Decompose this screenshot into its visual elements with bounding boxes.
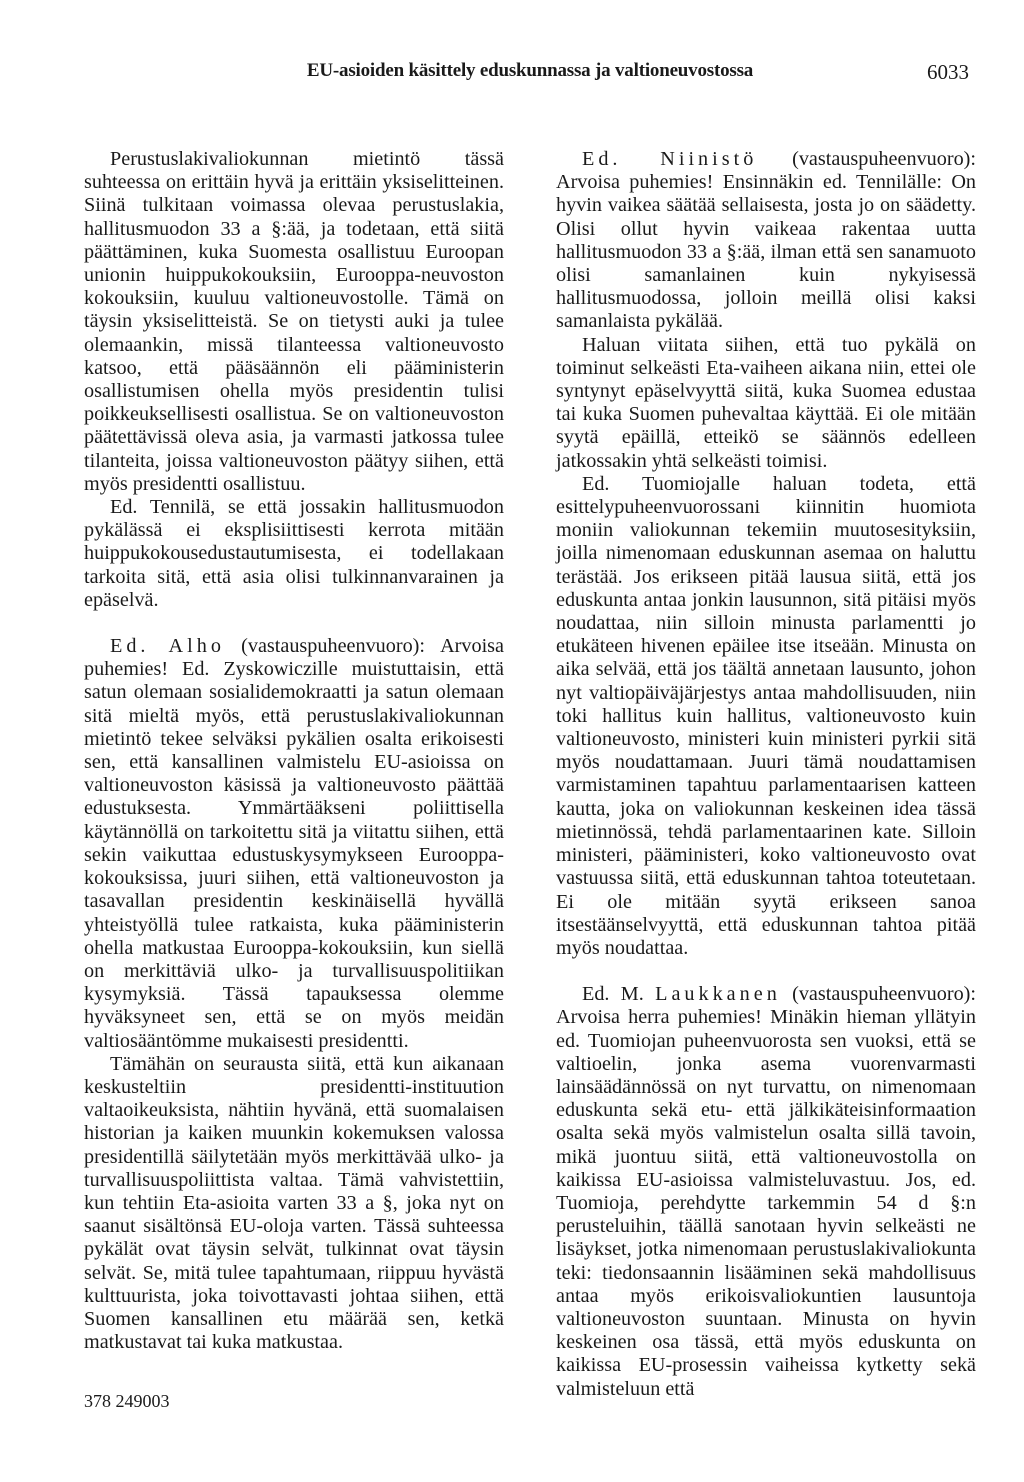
speaker-prefix: Ed. M.	[582, 983, 656, 1006]
speech-text: (vastauspuheenvuoro): Arvoisa puhemies! Ensinnäkin ed. Tennilälle: On hyvin vaikea säätää sellaisesta, josta jo on säädetty. Olisi ollut hyvin vaikeaa rakentaa uutta hallitusmuodon 33 a §:ää, ilman että sen sanamuoto olisi samanlainen kuin nykyisessä hallitusmuodossa, jolloin meillä olisi kaksi samanlaista pykälää.	[556, 148, 976, 333]
speech-paragraph	[556, 983, 976, 1401]
speech-paragraph	[84, 635, 504, 1053]
paragraph: Haluan viitata siihen, että tuo pykälä on toiminut selkeästi Eta-vaiheen aikana niin, ettei ole syntynyt epäselvyyttä siitä, kuka Suomea edustaa tai kuka Suomen puhevaltaa käyttää. Ei ole mitään syytä epäillä, etteikö se säännös edelleen jatkossakin yhtä selkeästi toimisi.	[556, 333, 976, 472]
speaker-name: Laukkanen	[655, 983, 781, 1006]
speech-paragraph	[556, 148, 976, 334]
paragraph: Perustuslakivaliokunnan mietintö tässä suhteessa on erittäin hyvä ja erittäin yksiselitteinen. Siinä tulkitaan voimassa olevaa perustuslakia, hallitusmuodon 33 a §:ää, ja todetaan, että siitä päättäminen, kuka Suomesta osallistuu Euroopan unionin huippukokouksiin, Eurooppa-neuvoston kokouksiin, kuuluu valtioneuvostolle. Tämä on täysin yksiselitteistä. Se on tietysti auki ja tulee olemaankin, missä tilanteessa valtioneuvosto katsoo, että pääsäännön eli pääministerin osallistumisen ohella myös presidentin tulisi poikkeuksellisesti osallistua. Se on valtioneuvoston päätettävissä oleva asia, ja varmasti jatkossa tulee tilanteita, joissa valtioneuvoston päätyy siihen, että myös presidentti osallistuu.	[84, 148, 504, 495]
speaker-name: Ed. Alho	[110, 635, 225, 658]
speech-text: (vastauspuheenvuoro): Arvoisa herra puhemies! Minäkin hieman yllätyin ed. Tuomiojan puheenvuorosta sen vuoksi, että se valtioelin, jonka asema vuorenvarmasti lainsäädännössä on nyt turvattu, on nimenomaan eduskunta sekä etu- että jälkikäteisinformaation osalta sekä myös valmistelun osalta sillä tavoin, mikä juontuu siitä, että valtioneuvostolla on kaikissa EU-asioissa valmisteluvastuu. Jos, ed. Tuomioja, perehdytte tarkemmin 54 d §:n perusteluihin, täällä sanotaan hyvin selkeästi ne lisäykset, jotka nimenomaan perustuslakivaliokunta teki: tiedonsaannin lisääminen sekä mahdollisuus antaa myös erikoisvaliokuntien lausuntoja valtioneuvoston suuntaan. Minusta on hyvin keskeinen osa tässä, että myös eduskunta on kaikissa EU-prosessin vaiheissa kytketty sekä valmisteluun että	[556, 983, 976, 1400]
speaker-name: Ed. Niinistö	[582, 148, 758, 170]
page-number: 6033	[927, 60, 969, 84]
right-column	[556, 148, 976, 1401]
paragraph: Tämähän on seurausta siitä, että kun aikanaan keskusteltiin presidentti-instituution valtaoikeuksista, nähtiin hyvänä, että suomalaisen historian ja kaiken muunkin kokemuksen valossa presidentillä säilytetään myös merkittävää ulko- ja turvallisuuspoliittista valtaa. Tämä vahvistettiin, kun tehtiin Eta-asioita varten 33 a §, joka nyt on saanut sisältönsä EU-oloja varten. Tässä suhteessa pykälät ovat täysin selvät, tulkinnat ovat täysin selvät. Se, mitä tulee tapahtumaan, riippuu hyvästä kulttuurista, joka toivottavasti johtaa siihen, että Suomen kansallinen etu määrää sen, ketkä matkustavat tai kuka matkustaa.	[84, 1052, 504, 1354]
speech-text: (vastauspuheenvuoro): Arvoisa puhemies! Ed. Zyskowiczille muistuttaisin, että satun olemaan sosialidemokraatti ja satun olemaan sitä mieltä myös, että perustuslakivaliokunnan mietintö tekee selväksi pykälien osalta erikoisesti sen, että kansallinen valmistelu EU-asioissa on valtioneuvoston käsissä ja valtioneuvosto päättää edustuksesta. Ymmärtääkseni poliittisella käytännöllä on tarkoitettu sitä ja viitattu siihen, että sekin vaikuttaa edustuskysymykseen Eurooppa-kokouksissa, juuri siihen, että valtioneuvoston ja tasavallan presidentin keskinäisellä hyvällä yhteistyöllä tulee ratkaista, kuka pääministerin ohella matkustaa Eurooppa-kokouksiin, kun siellä on merkittäviä ulko- ja turvallisuuspolitiikan kysymyksiä. Tässä tapauksessa olemme hyväksyneet sen, että se on myös meidän valtiosääntömme mukaisesti presidentti.	[84, 635, 504, 1052]
left-column	[84, 148, 504, 1354]
running-header: EU-asioiden käsittely eduskunnassa ja valtioneuvostossa	[306, 60, 754, 81]
footer-code: 378 249003	[84, 1391, 170, 1411]
paragraph: Ed. Tuomiojalle haluan todeta, että esittelypuheenvuorossani kiinnitin huomiota moniin valiokunnan tekemiin muutosesityksiin, joilla nimenomaan eduskunnan asemaa on haluttu terästää. Jos erikseen pitää lausua siitä, että jos eduskunta antaa jonkin lausunnon, sitä pitäisi myös noudattaa, niin silloin minusta parlamentti jo etukäteen hivenen epäilee itse itseään. Minusta on aika selvää, että jos täältä annetaan lausunto, johon nyt valtiopäiväjärjestys antaa mahdollisuuden, niin toki hallitus kuin hallitus, valtioneuvosto kuin valtioneuvosto, ministeri kuin ministeri pyrkii sitä myös noudattamaan. Juuri tämä noudattamisen varmistaminen tapahtuu parlamentaarisen katteen kautta, joka on valiokunnan keskeinen idea tässä mietinnössä, tehdä parlamentaarinen kate. Silloin ministeri, pääministeri, koko valtioneuvosto ovat vastuussa siitä, että eduskunnan tahtoa toteutetaan. Ei ole mitään syytä erikseen sanoa itsestäänselvyyttä, että eduskunnan tahtoa pitää myös noudattaa.	[556, 472, 976, 959]
paragraph: Ed. Tennilä, se että jossakin hallitusmuodon pykälässä ei eksplisiittisesti kerrota mitään huippukokousedustautumisesta, ei todellakaan tarkoita sitä, että asia olisi tulkinnanvarainen ja epäselvä.	[84, 496, 504, 611]
